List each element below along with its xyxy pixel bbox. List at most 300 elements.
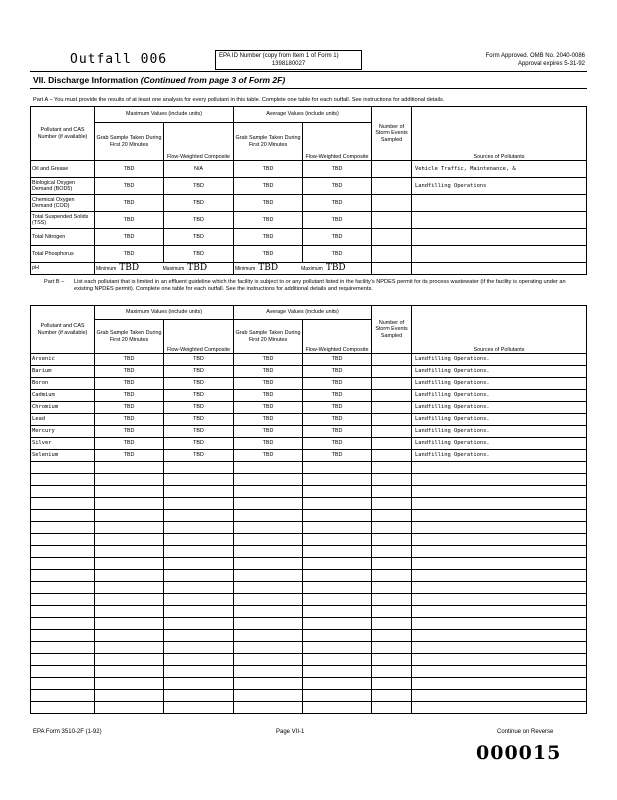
part-a-table	[30, 106, 587, 275]
empty-table-row	[31, 666, 587, 678]
source-cell: Landfilling Operations.	[412, 450, 587, 462]
empty-cell	[95, 462, 164, 474]
pollutant-cell: Total Suspended Solids (TSS)	[31, 212, 95, 229]
b-col-avg-grab-header: Grab Sample Taken During First 20 Minutes	[234, 320, 303, 354]
empty-cell	[234, 474, 303, 486]
source-cell	[412, 195, 587, 212]
col-sources-header: Sources of Pollutants	[412, 107, 587, 161]
empty-cell	[372, 582, 412, 594]
epa-id-box	[215, 50, 362, 70]
bates-stamp: 000015	[476, 742, 562, 764]
empty-cell	[303, 534, 372, 546]
empty-cell	[372, 546, 412, 558]
avg-grab-cell: TBD	[234, 414, 303, 426]
empty-cell	[234, 630, 303, 642]
empty-cell	[412, 666, 587, 678]
max-flow-cell: TBD	[164, 354, 234, 366]
empty-cell	[164, 534, 234, 546]
avg-grab-cell: TBD	[234, 366, 303, 378]
empty-cell	[164, 486, 234, 498]
empty-table-row	[31, 642, 587, 654]
avg-flow-cell: TBD	[303, 366, 372, 378]
table-row	[31, 195, 587, 212]
empty-cell	[31, 522, 95, 534]
pollutant-cell: Barium	[31, 366, 95, 378]
empty-cell	[95, 582, 164, 594]
empty-cell	[303, 654, 372, 666]
empty-cell	[234, 534, 303, 546]
avg-grab-cell: TBD	[234, 354, 303, 366]
b-col-max-flow-header: Flow-Weighted Composite	[164, 320, 234, 354]
avg-flow-cell: TBD	[303, 378, 372, 390]
empty-cell	[95, 546, 164, 558]
empty-table-row	[31, 522, 587, 534]
max-flow-cell: TBD	[164, 390, 234, 402]
section-title-italic: (Continued from page 3 of Form 2F)	[140, 75, 286, 85]
avg-grab-cell: TBD	[234, 438, 303, 450]
empty-cell	[31, 678, 95, 690]
table-row	[31, 212, 587, 229]
source-cell: Landfilling Operations.	[412, 366, 587, 378]
source-cell: Landfilling Operations.	[412, 390, 587, 402]
source-cell: Landfilling Operations.	[412, 378, 587, 390]
pollutant-cell: Chromium	[31, 402, 95, 414]
avg-flow-cell: TBD	[303, 450, 372, 462]
ph-storms	[372, 263, 412, 275]
empty-cell	[412, 546, 587, 558]
empty-cell	[412, 522, 587, 534]
avg-flow-cell: TBD	[303, 212, 372, 229]
avg-grab-cell: TBD	[234, 212, 303, 229]
pollutant-cell: Selenium	[31, 450, 95, 462]
empty-cell	[412, 606, 587, 618]
pollutant-cell: Arsenic	[31, 354, 95, 366]
avg-grab-cell: TBD	[234, 378, 303, 390]
empty-cell	[412, 702, 587, 714]
pollutant-cell: Total Nitrogen	[31, 229, 95, 246]
empty-cell	[95, 558, 164, 570]
empty-cell	[303, 594, 372, 606]
storms-cell	[372, 450, 412, 462]
empty-cell	[95, 606, 164, 618]
ph-value-4: TBD	[325, 262, 346, 273]
section-rule	[30, 88, 587, 89]
table-row	[31, 426, 587, 438]
max-flow-cell: TBD	[164, 414, 234, 426]
empty-table-row	[31, 570, 587, 582]
col-max-values-header: Maximum Values (include units)	[95, 107, 234, 123]
table-row	[31, 402, 587, 414]
empty-cell	[234, 594, 303, 606]
max-grab-cell: TBD	[95, 426, 164, 438]
ph-pollutant: pH	[31, 263, 95, 275]
max-grab-cell: TBD	[95, 212, 164, 229]
section-title	[33, 75, 285, 85]
empty-cell	[303, 462, 372, 474]
empty-cell	[412, 582, 587, 594]
empty-table-row	[31, 510, 587, 522]
empty-cell	[234, 582, 303, 594]
empty-cell	[412, 618, 587, 630]
empty-cell	[303, 570, 372, 582]
empty-cell	[234, 522, 303, 534]
max-flow-cell: TBD	[164, 178, 234, 195]
empty-cell	[234, 462, 303, 474]
empty-cell	[303, 486, 372, 498]
empty-cell	[95, 486, 164, 498]
empty-cell	[372, 630, 412, 642]
empty-table-row	[31, 546, 587, 558]
ph-source	[412, 263, 587, 275]
empty-cell	[372, 690, 412, 702]
empty-cell	[95, 618, 164, 630]
empty-cell	[164, 690, 234, 702]
empty-cell	[164, 606, 234, 618]
col-storms-header: Number of Storm Events Sampled	[372, 107, 412, 161]
storms-cell	[372, 426, 412, 438]
epa-id-number: 1398180027	[271, 61, 306, 67]
max-flow-cell: TBD	[164, 402, 234, 414]
col-avg-grab-header: Grab Sample Taken During First 20 Minutes	[234, 123, 303, 161]
empty-cell	[372, 522, 412, 534]
source-cell: Landfilling Operations.	[412, 402, 587, 414]
empty-cell	[164, 654, 234, 666]
max-flow-cell: TBD	[164, 378, 234, 390]
empty-cell	[412, 690, 587, 702]
ph-max-cell	[95, 263, 234, 275]
empty-cell	[412, 654, 587, 666]
storms-cell	[372, 246, 412, 263]
empty-table-row	[31, 690, 587, 702]
empty-cell	[372, 474, 412, 486]
empty-table-row	[31, 618, 587, 630]
empty-cell	[234, 606, 303, 618]
max-grab-cell: TBD	[95, 195, 164, 212]
empty-cell	[412, 570, 587, 582]
empty-cell	[31, 474, 95, 486]
empty-cell	[303, 690, 372, 702]
empty-cell	[164, 666, 234, 678]
empty-cell	[31, 570, 95, 582]
col-max-grab-header: Grab Sample Taken During First 20 Minutes	[95, 123, 164, 161]
part-b-label: Part B –	[44, 279, 65, 285]
empty-table-row	[31, 558, 587, 570]
empty-cell	[31, 666, 95, 678]
approval-info	[420, 52, 585, 68]
empty-cell	[234, 666, 303, 678]
max-grab-cell: TBD	[95, 378, 164, 390]
ph-avg-cell	[234, 263, 372, 275]
approval-line-1: Form Approved. OMB No. 2040-0086	[485, 53, 585, 59]
empty-cell	[95, 666, 164, 678]
table-row	[31, 229, 587, 246]
max-flow-cell: TBD	[164, 195, 234, 212]
empty-cell	[372, 462, 412, 474]
avg-grab-cell: TBD	[234, 178, 303, 195]
empty-cell	[234, 546, 303, 558]
empty-cell	[164, 630, 234, 642]
empty-cell	[303, 606, 372, 618]
empty-cell	[164, 570, 234, 582]
empty-cell	[31, 486, 95, 498]
max-flow-cell: TBD	[164, 212, 234, 229]
pollutant-cell: Chemical Oxygen Demand (COD)	[31, 195, 95, 212]
source-cell: Landfilling Operations	[412, 178, 587, 195]
table-row	[31, 438, 587, 450]
empty-cell	[372, 510, 412, 522]
pollutant-cell: Mercury	[31, 426, 95, 438]
continue-note: Continue on Reverse	[497, 729, 554, 735]
empty-cell	[95, 570, 164, 582]
avg-grab-cell: TBD	[234, 195, 303, 212]
avg-flow-cell: TBD	[303, 229, 372, 246]
empty-cell	[31, 630, 95, 642]
source-cell: Landfilling Operations.	[412, 354, 587, 366]
max-grab-cell: TBD	[95, 354, 164, 366]
table-row	[31, 161, 587, 178]
storms-cell	[372, 354, 412, 366]
empty-cell	[303, 498, 372, 510]
empty-cell	[234, 654, 303, 666]
b-col-avg-values-header: Average Values (include units)	[234, 306, 372, 320]
pollutant-cell: Lead	[31, 414, 95, 426]
empty-cell	[412, 534, 587, 546]
source-cell: Landfilling Operations.	[412, 414, 587, 426]
ph-max-label: Maximum	[162, 265, 185, 272]
avg-grab-cell: TBD	[234, 390, 303, 402]
avg-grab-cell: TBD	[234, 246, 303, 263]
ph-min-label: Minimum	[96, 265, 117, 272]
empty-cell	[95, 498, 164, 510]
empty-cell	[31, 558, 95, 570]
empty-cell	[412, 558, 587, 570]
b-col-avg-flow-header: Flow-Weighted Composite	[303, 320, 372, 354]
storms-cell	[372, 414, 412, 426]
empty-table-row	[31, 486, 587, 498]
avg-flow-cell: TBD	[303, 426, 372, 438]
empty-cell	[234, 558, 303, 570]
empty-cell	[164, 546, 234, 558]
section-title-text: VII. Discharge Information	[33, 75, 141, 85]
max-grab-cell: TBD	[95, 450, 164, 462]
empty-cell	[164, 522, 234, 534]
max-grab-cell: TBD	[95, 178, 164, 195]
source-cell	[412, 212, 587, 229]
max-flow-cell: TBD	[164, 229, 234, 246]
empty-cell	[234, 486, 303, 498]
empty-cell	[95, 642, 164, 654]
empty-cell	[95, 594, 164, 606]
empty-cell	[372, 702, 412, 714]
avg-flow-cell: TBD	[303, 178, 372, 195]
empty-table-row	[31, 654, 587, 666]
b-col-max-values-header: Maximum Values (include units)	[95, 306, 234, 320]
col-avg-flow-header: Flow-Weighted Composite	[303, 123, 372, 161]
col-avg-values-header: Average Values (include units)	[234, 107, 372, 123]
table-row	[31, 414, 587, 426]
empty-table-row	[31, 474, 587, 486]
empty-cell	[234, 690, 303, 702]
empty-cell	[95, 522, 164, 534]
empty-cell	[372, 594, 412, 606]
empty-cell	[303, 618, 372, 630]
part-b-table	[30, 305, 587, 714]
empty-cell	[372, 678, 412, 690]
empty-cell	[31, 594, 95, 606]
empty-cell	[31, 534, 95, 546]
max-flow-cell: TBD	[164, 450, 234, 462]
empty-cell	[164, 582, 234, 594]
empty-cell	[372, 606, 412, 618]
max-grab-cell: TBD	[95, 229, 164, 246]
source-cell: Landfilling Operations.	[412, 438, 587, 450]
empty-cell	[31, 642, 95, 654]
empty-cell	[95, 534, 164, 546]
avg-flow-cell: TBD	[303, 438, 372, 450]
storms-cell	[372, 178, 412, 195]
storms-cell	[372, 378, 412, 390]
empty-table-row	[31, 678, 587, 690]
empty-cell	[303, 630, 372, 642]
table-row	[31, 390, 587, 402]
empty-cell	[234, 570, 303, 582]
storms-cell	[372, 212, 412, 229]
empty-table-row	[31, 606, 587, 618]
source-cell	[412, 246, 587, 263]
max-grab-cell: TBD	[95, 161, 164, 178]
col-pollutant-header: Pollutant and CAS Number (if available)	[31, 107, 95, 161]
page-number: Page VII-1	[276, 729, 305, 735]
empty-cell	[95, 654, 164, 666]
pollutant-cell: Silver	[31, 438, 95, 450]
empty-cell	[412, 462, 587, 474]
empty-cell	[31, 582, 95, 594]
col-max-flow-header: Flow-Weighted Composite	[164, 123, 234, 161]
pollutant-cell: Biological Oxygen Demand (BOD5)	[31, 178, 95, 195]
table-row	[31, 246, 587, 263]
ph-value-3: TBD	[258, 262, 279, 273]
empty-cell	[164, 594, 234, 606]
avg-grab-cell: TBD	[234, 426, 303, 438]
empty-cell	[303, 474, 372, 486]
table-row	[31, 366, 587, 378]
empty-cell	[234, 678, 303, 690]
empty-cell	[303, 522, 372, 534]
max-flow-cell: N/A	[164, 161, 234, 178]
storms-cell	[372, 161, 412, 178]
pollutant-cell: Oil and Grease	[31, 161, 95, 178]
empty-cell	[372, 642, 412, 654]
empty-cell	[164, 618, 234, 630]
max-flow-cell: TBD	[164, 438, 234, 450]
empty-cell	[412, 642, 587, 654]
avg-flow-cell: TBD	[303, 354, 372, 366]
empty-cell	[303, 510, 372, 522]
empty-table-row	[31, 630, 587, 642]
empty-cell	[95, 630, 164, 642]
header-rule	[30, 71, 587, 72]
empty-cell	[303, 702, 372, 714]
avg-flow-cell: TBD	[303, 195, 372, 212]
max-grab-cell: TBD	[95, 438, 164, 450]
empty-cell	[164, 474, 234, 486]
empty-cell	[372, 618, 412, 630]
avg-grab-cell: TBD	[234, 450, 303, 462]
ph-value-2: TBD	[187, 262, 208, 273]
empty-cell	[412, 678, 587, 690]
empty-cell	[164, 498, 234, 510]
empty-cell	[164, 462, 234, 474]
empty-cell	[412, 594, 587, 606]
max-grab-cell: TBD	[95, 390, 164, 402]
avg-grab-cell: TBD	[234, 229, 303, 246]
empty-cell	[31, 498, 95, 510]
max-flow-cell: TBD	[164, 246, 234, 263]
b-col-storms-header: Number of Storm Events Sampled	[372, 306, 412, 354]
empty-cell	[372, 570, 412, 582]
empty-cell	[31, 654, 95, 666]
pollutant-cell: Total Phosphorus	[31, 246, 95, 263]
ph-min-label-2: Minimum	[235, 265, 256, 272]
storms-cell	[372, 195, 412, 212]
empty-table-row	[31, 594, 587, 606]
empty-cell	[372, 654, 412, 666]
outfall-label: Outfall 006	[70, 52, 168, 67]
empty-cell	[234, 510, 303, 522]
avg-grab-cell: TBD	[234, 161, 303, 178]
max-grab-cell: TBD	[95, 402, 164, 414]
empty-cell	[412, 630, 587, 642]
empty-cell	[31, 546, 95, 558]
empty-cell	[303, 558, 372, 570]
empty-cell	[95, 474, 164, 486]
ph-value-1: TBD	[119, 262, 140, 273]
table-row	[31, 378, 587, 390]
empty-cell	[95, 690, 164, 702]
storms-cell	[372, 366, 412, 378]
empty-cell	[234, 702, 303, 714]
empty-cell	[303, 666, 372, 678]
approval-line-2: Approval expires 5-31-92	[517, 61, 585, 67]
empty-cell	[95, 702, 164, 714]
empty-cell	[164, 558, 234, 570]
empty-cell	[164, 702, 234, 714]
part-b-instructions: List each pollutant that is limited in an effluent guideline which the facility is subject to or any pollutant listed in the facility's NPDES permit for its process wastewater (if the facility is operating under an existing NPDES permit). Complete one table for each outfall. See the instructions for additional details and requirements.	[74, 279, 566, 292]
max-flow-cell: TBD	[164, 426, 234, 438]
b-col-pollutant-header: Pollutant and CAS Number (if available)	[31, 306, 95, 354]
empty-cell	[31, 606, 95, 618]
max-grab-cell: TBD	[95, 246, 164, 263]
storms-cell	[372, 390, 412, 402]
storms-cell	[372, 438, 412, 450]
ph-max-label-2: Maximum	[301, 265, 323, 272]
empty-table-row	[31, 702, 587, 714]
empty-cell	[412, 510, 587, 522]
form-number: EPA Form 3510-2F (1-92)	[33, 729, 102, 735]
empty-cell	[372, 558, 412, 570]
empty-cell	[303, 546, 372, 558]
source-cell: Landfilling Operations.	[412, 426, 587, 438]
empty-cell	[164, 678, 234, 690]
table-row	[31, 450, 587, 462]
table-row	[31, 178, 587, 195]
empty-cell	[31, 510, 95, 522]
storms-cell	[372, 229, 412, 246]
storms-cell	[372, 402, 412, 414]
empty-cell	[412, 498, 587, 510]
avg-flow-cell: TBD	[303, 414, 372, 426]
epa-id-label: EPA ID Number (copy from Item 1 of Form 1)	[219, 53, 339, 59]
